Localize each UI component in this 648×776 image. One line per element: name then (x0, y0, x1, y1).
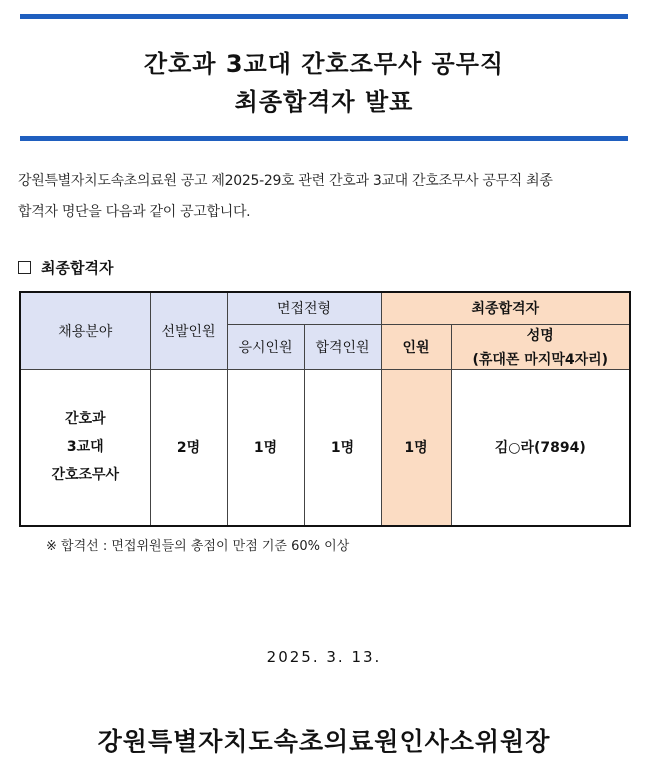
header-selection: 선발인원 (150, 292, 227, 369)
header-passed: 합격인원 (304, 324, 381, 369)
checkbox-square-icon (18, 261, 31, 274)
intro-line2: 합격자 명단을 다음과 같이 공고합니다. (18, 204, 251, 220)
cell-field (20, 369, 150, 526)
cell-applicants: 1명 (227, 369, 304, 526)
page-title-line2: 최종합격자 발표 (234, 88, 414, 116)
header-name: 성명 (526, 327, 554, 344)
cell-count: 1명 (381, 369, 451, 526)
pass-line-note: ※ 합격선 : 면접위원들의 총점이 만점 기준 60% 이상 (46, 539, 350, 554)
cell-passed: 1명 (304, 369, 381, 526)
bottom-rule (20, 136, 628, 141)
header-final: 최종합격자 (381, 292, 630, 324)
top-rule (20, 14, 628, 19)
cell-selection: 2명 (150, 369, 227, 526)
signature: 강원특별자치도속초의료원인사소위원장 (97, 727, 551, 756)
cell-name: 김○라(7894) (451, 369, 630, 526)
page-title-line1: 간호과 3교대 간호조무사 공무직 (143, 50, 505, 78)
header-count: 인원 (381, 324, 451, 369)
results-table (19, 291, 631, 527)
announcement-date: 2025. 3. 13. (266, 648, 382, 666)
header-field: 채용분야 (20, 292, 150, 369)
intro-line1: 강원특별자치도속초의료원 공고 제2025-29호 관련 간호과 3교대 간호조무사 공무직 최종 (18, 173, 553, 189)
section-heading (18, 257, 113, 278)
intro-paragraph (18, 166, 630, 228)
header-name-cell (451, 324, 630, 369)
header-interview: 면접전형 (227, 292, 381, 324)
field-line1: 간호과 (64, 411, 106, 428)
field-line2: 3교대 (66, 439, 104, 456)
header-name-sub: (휴대폰 마지막4자리) (472, 351, 609, 368)
header-applicants: 응시인원 (227, 324, 304, 369)
field-line3: 간호조무사 (51, 467, 120, 484)
section-title: 최종합격자 (41, 259, 114, 277)
